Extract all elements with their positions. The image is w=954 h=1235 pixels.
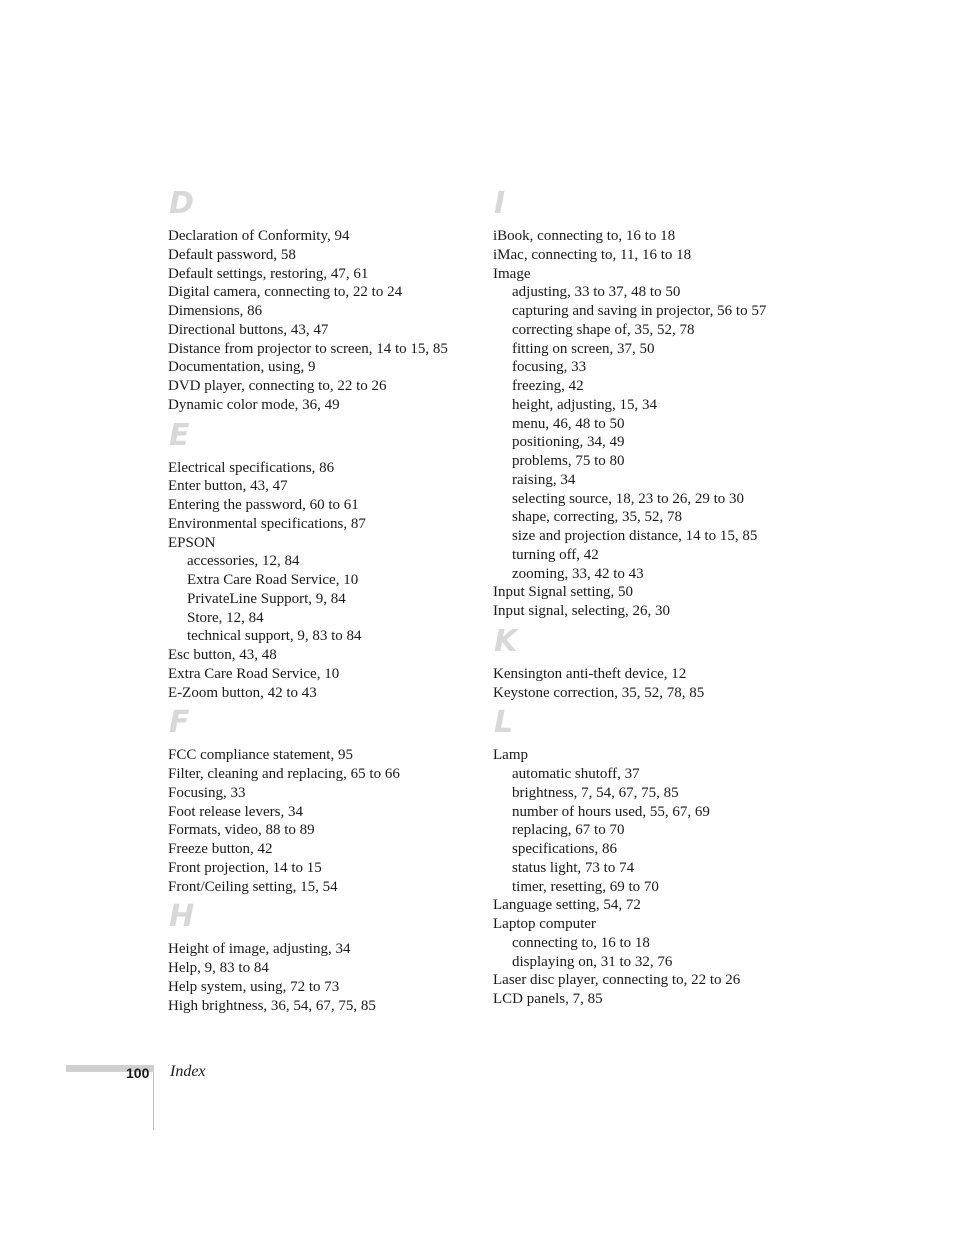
index-entry: Default password, 58 xyxy=(168,246,296,263)
index-entry: Directional buttons, 43, 47 xyxy=(168,321,329,338)
index-subentry: fitting on screen, 37, 50 xyxy=(512,340,655,357)
running-footer-title: Index xyxy=(170,1063,206,1080)
index-subentry: number of hours used, 55, 67, 69 xyxy=(512,803,710,820)
index-entry: Laser disc player, connecting to, 22 to 26 xyxy=(493,972,741,989)
index-subentry: PrivateLine Support, 9, 84 xyxy=(187,590,346,607)
index-entry: Image xyxy=(493,265,531,282)
index-subentry: adjusting, 33 to 37, 48 to 50 xyxy=(512,284,681,301)
index-subentry: Store, 12, 84 xyxy=(187,609,264,626)
index-entry: Dynamic color mode, 36, 49 xyxy=(168,396,340,413)
index-entry: FCC compliance statement, 95 xyxy=(168,747,353,764)
index-entry: Foot release levers, 34 xyxy=(168,803,303,820)
section-letter-heading: L xyxy=(494,705,514,741)
index-subentry: displaying on, 31 to 32, 76 xyxy=(512,953,673,970)
index-entry: Help system, using, 72 to 73 xyxy=(168,978,340,995)
index-subentry: connecting to, 16 to 18 xyxy=(512,934,650,951)
footer-divider xyxy=(153,1072,154,1130)
index-entry: DVD player, connecting to, 22 to 26 xyxy=(168,378,387,394)
index-entry: Help, 9, 83 to 84 xyxy=(168,960,269,976)
index-section xyxy=(168,417,468,703)
index-entry: Filter, cleaning and replacing, 65 to 66 xyxy=(168,766,400,782)
index-entry: Formats, video, 88 to 89 xyxy=(168,822,315,839)
index-section xyxy=(493,707,793,1009)
section-letter-heading: I xyxy=(494,186,506,221)
index-entry: Height of image, adjusting, 34 xyxy=(168,941,351,958)
index-entry: Input signal, selecting, 26, 30 xyxy=(493,603,671,619)
index-column-left xyxy=(168,188,468,1015)
section-letter-heading: H xyxy=(169,899,195,935)
index-entry: Kensington anti-theft device, 12 xyxy=(493,665,687,682)
index-column-right xyxy=(493,188,793,1009)
index-entry: Entering the password, 60 to 61 xyxy=(168,497,359,513)
index-section xyxy=(168,901,468,1015)
index-section xyxy=(168,188,468,415)
index-entry: Language setting, 54, 72 xyxy=(493,897,641,914)
index-subentry: brightness, 7, 54, 67, 75, 85 xyxy=(512,784,679,801)
index-subentry: focusing, 33 xyxy=(512,359,587,376)
index-subentry: shape, correcting, 35, 52, 78 xyxy=(512,509,682,526)
index-entry: E-Zoom button, 42 to 43 xyxy=(168,684,317,701)
index-entry: iBook, connecting to, 16 to 18 xyxy=(493,228,676,244)
index-section xyxy=(168,707,468,896)
index-entry: Extra Care Road Service, 10 xyxy=(168,665,340,682)
index-subentry: menu, 46, 48 to 50 xyxy=(512,415,625,432)
index-subentry: freezing, 42 xyxy=(512,378,584,394)
index-subentry: zooming, 33, 42 to 43 xyxy=(512,565,644,582)
index-subentry: technical support, 9, 83 to 84 xyxy=(187,628,362,645)
index-subentry: capturing and saving in projector, 56 to 57 xyxy=(512,303,767,319)
index-entry: Digital camera, connecting to, 22 to 24 xyxy=(168,284,403,301)
index-entry: Default settings, restoring, 47, 61 xyxy=(168,265,369,282)
index-entry: Dimensions, 86 xyxy=(168,303,263,319)
index-subentry: timer, resetting, 69 to 70 xyxy=(512,878,659,895)
index-entry: Front/Ceiling setting, 15, 54 xyxy=(168,878,338,895)
index-entry: Input Signal setting, 50 xyxy=(493,584,633,601)
page-number: 100 xyxy=(126,1065,150,1081)
section-letter-heading: F xyxy=(169,705,190,741)
index-section xyxy=(493,188,793,621)
index-entry: Front projection, 14 to 15 xyxy=(168,859,322,876)
index-entry: Electrical specifications, 86 xyxy=(168,459,335,476)
index-entry: Keystone correction, 35, 52, 78, 85 xyxy=(493,684,705,701)
index-entry: Freeze button, 42 xyxy=(168,841,273,857)
index-subentry: Extra Care Road Service, 10 xyxy=(187,572,359,588)
index-entry: Declaration of Conformity, 94 xyxy=(168,228,350,244)
index-subentry: replacing, 67 to 70 xyxy=(512,822,625,839)
index-entry: Environmental specifications, 87 xyxy=(168,515,366,532)
index-section xyxy=(493,623,793,703)
index-entry: Laptop computer xyxy=(493,916,596,932)
index-subentry: positioning, 34, 49 xyxy=(512,434,625,451)
index-subentry: raising, 34 xyxy=(512,471,576,488)
section-letter-heading: D xyxy=(169,186,194,221)
index-subentry: correcting shape of, 35, 52, 78 xyxy=(512,321,695,338)
index-subentry: turning off, 42 xyxy=(512,546,599,563)
index-entry: Documentation, using, 9 xyxy=(168,359,316,376)
index-subentry: automatic shutoff, 37 xyxy=(512,766,640,782)
index-entry: High brightness, 36, 54, 67, 75, 85 xyxy=(168,997,376,1014)
index-subentry: size and projection distance, 14 to 15, 85 xyxy=(512,528,758,544)
section-letter-heading: K xyxy=(494,623,518,659)
index-subentry: specifications, 86 xyxy=(512,841,617,857)
index-subentry: height, adjusting, 15, 34 xyxy=(512,396,657,413)
index-entry: Esc button, 43, 48 xyxy=(168,647,277,663)
index-entry: Distance from projector to screen, 14 to 15, 85 xyxy=(168,340,448,357)
index-entry: LCD panels, 7, 85 xyxy=(493,991,603,1007)
index-subentry: accessories, 12, 84 xyxy=(187,553,300,570)
section-letter-heading: E xyxy=(169,417,190,453)
index-entry: Enter button, 43, 47 xyxy=(168,478,288,495)
index-entry: Lamp xyxy=(493,747,528,764)
index-entry: EPSON xyxy=(168,534,216,551)
index-subentry: problems, 75 to 80 xyxy=(512,453,625,469)
index-subentry: status light, 73 to 74 xyxy=(512,859,635,876)
index-entry: Focusing, 33 xyxy=(168,784,246,801)
index-subentry: selecting source, 18, 23 to 26, 29 to 30 xyxy=(512,490,745,507)
index-entry: iMac, connecting to, 11, 16 to 18 xyxy=(493,246,692,263)
